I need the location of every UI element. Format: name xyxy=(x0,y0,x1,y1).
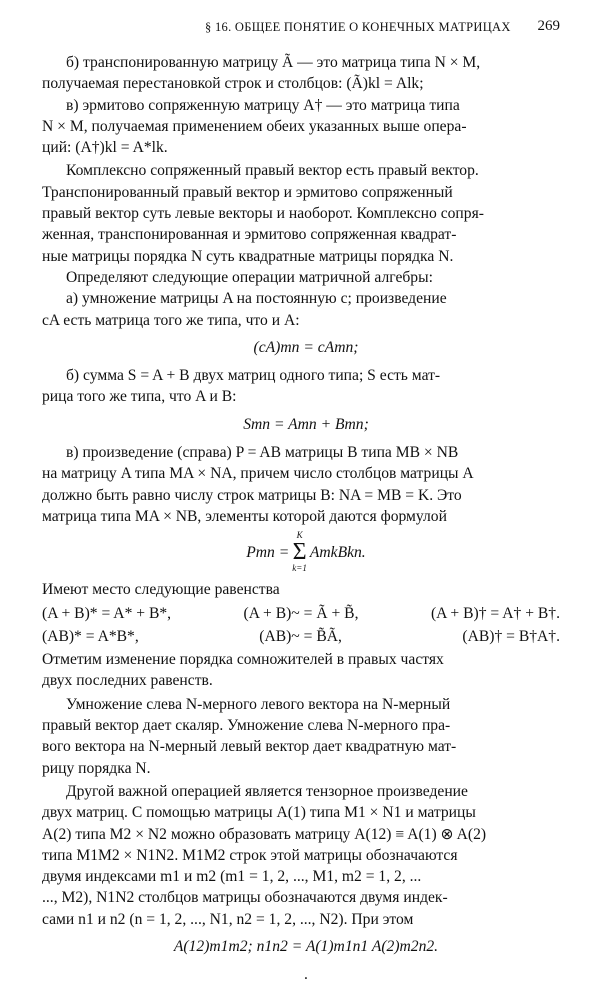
equality: (AB)† = B†A†. xyxy=(462,627,560,645)
text-line: ..., M2), N1N2 столбцов матрицы обозначаются двумя индек- xyxy=(42,889,448,907)
formula-product-left: Pmn = xyxy=(246,543,290,561)
text-line: двух последних равенств. xyxy=(42,672,213,690)
text-line: cA есть матрица того же типа, что и A: xyxy=(42,311,300,329)
equality: (AB)~ = B̃Ã, xyxy=(259,627,342,645)
text-line: правый вектор дает скаляр. Умножение слева N-мерного пра- xyxy=(42,717,451,735)
text-line: в) произведение (справа) P = AB матрицы B типа MB × NB xyxy=(66,444,459,462)
text-line: Другой важной операцией является тензорное произведение xyxy=(66,782,468,800)
formula-product xyxy=(42,531,570,573)
text-line: двумя индексами m1 и m2 (m1 = 1, 2, ..., M1, m2 = 1, 2, ... xyxy=(42,868,422,886)
running-header xyxy=(0,14,600,36)
text-line: в) эрмитово сопряженную матрицу A† — это матрица типа xyxy=(66,96,460,114)
text-line: правый вектор суть левые векторы и наоборот. Комплексно сопря- xyxy=(42,205,484,223)
summation-lower: k=1 xyxy=(292,563,307,574)
text-line: а) умножение матрицы A на постоянную c; произведение xyxy=(66,290,447,308)
trailing-dot: . xyxy=(304,966,308,984)
summation-symbol: Σ xyxy=(292,539,307,566)
text-line: двух матриц. С помощью матрицы A(1) типа M1 × N1 и матрицы xyxy=(42,804,476,822)
text-line: матрица типа MA × NB, элементы которой даются формулой xyxy=(42,507,447,525)
text-line: ций: (A†)kl = A*lk. xyxy=(42,139,168,157)
formula-ca: (cA)mn = cAmn; xyxy=(253,338,359,356)
text-line: женная, транспонированная и эрмитово сопряженная квадрат- xyxy=(42,226,457,244)
formula-product-right: AmkBkn. xyxy=(309,543,366,561)
text-line: рица того же типа, что A и B: xyxy=(42,388,237,406)
text-line: сами n1 и n2 (n = 1, 2, ..., N1, n2 = 1, 2, ..., N2). При этом xyxy=(42,910,414,928)
text-line: вого вектора на N-мерный левый вектор дает квадратную мат- xyxy=(42,738,457,756)
text-line: должно быть равно числу строк матрицы B: NA = MB = K. Это xyxy=(42,486,462,504)
text-line: получаемая перестановкой строк и столбцов: (Ã)kl = Alk; xyxy=(42,75,424,93)
section-title: § 16. ОБЩЕЕ ПОНЯТИЕ О КОНЕЧНЫХ МАТРИЦАХ xyxy=(205,20,511,34)
text-line: N × M, получаемая применением обеих указанных выше опера- xyxy=(42,117,467,135)
summation-sign xyxy=(292,531,307,573)
text-line: типа M1M2 × N1N2. M1M2 строк этой матрицы обозначаются xyxy=(42,846,458,864)
equalities-row-2 xyxy=(42,626,570,647)
text-line: Имеют место следующие равенства xyxy=(42,581,280,599)
text-line: б) транспонированную матрицу Ã — это матрица типа N × M, xyxy=(66,54,481,71)
body-text xyxy=(42,52,570,986)
equalities-row-1 xyxy=(42,603,570,624)
text-line: A(2) типа M2 × N2 можно образовать матрицу A(12) ≡ A(1) ⊗ A(2) xyxy=(42,825,487,843)
text-line: б) сумма S = A + B двух матриц одного типа; S есть мат- xyxy=(66,367,441,385)
text-line: Отметим изменение порядка сомножителей в правых частях xyxy=(42,651,444,669)
equality: (AB)* = A*B*, xyxy=(42,627,139,645)
text-line: Комплексно сопряженный правый вектор есть правый вектор. xyxy=(66,162,479,180)
text-line: Умножение слева N-мерного левого вектора на N-мерный xyxy=(66,695,451,713)
text-line: Определяют следующие операции матричной алгебры: xyxy=(66,268,433,286)
formula-tensor: A(12)m1m2; n1n2 = A(1)m1n1 A(2)m2n2. xyxy=(173,937,439,955)
equality: (A + B)† = A† + B†. xyxy=(430,604,560,622)
text-line: ные матрицы порядка N суть квадратные матрицы порядка N. xyxy=(42,247,454,265)
equality: (A + B)~ = Ã + B̃, xyxy=(243,604,359,622)
text-line: на матрицу A типа MA × NA, причем число столбцов матрицы A xyxy=(42,465,474,483)
text-line: рицу порядка N. xyxy=(42,759,151,777)
equality: (A + B)* = A* + B*, xyxy=(42,604,172,622)
summation-upper: K xyxy=(296,530,303,541)
formula-sum: Smn = Amn + Bmn; xyxy=(243,415,369,433)
text-line: Транспонированный правый вектор и эрмитово сопряженный xyxy=(42,183,453,201)
page-number: 269 xyxy=(537,18,560,34)
